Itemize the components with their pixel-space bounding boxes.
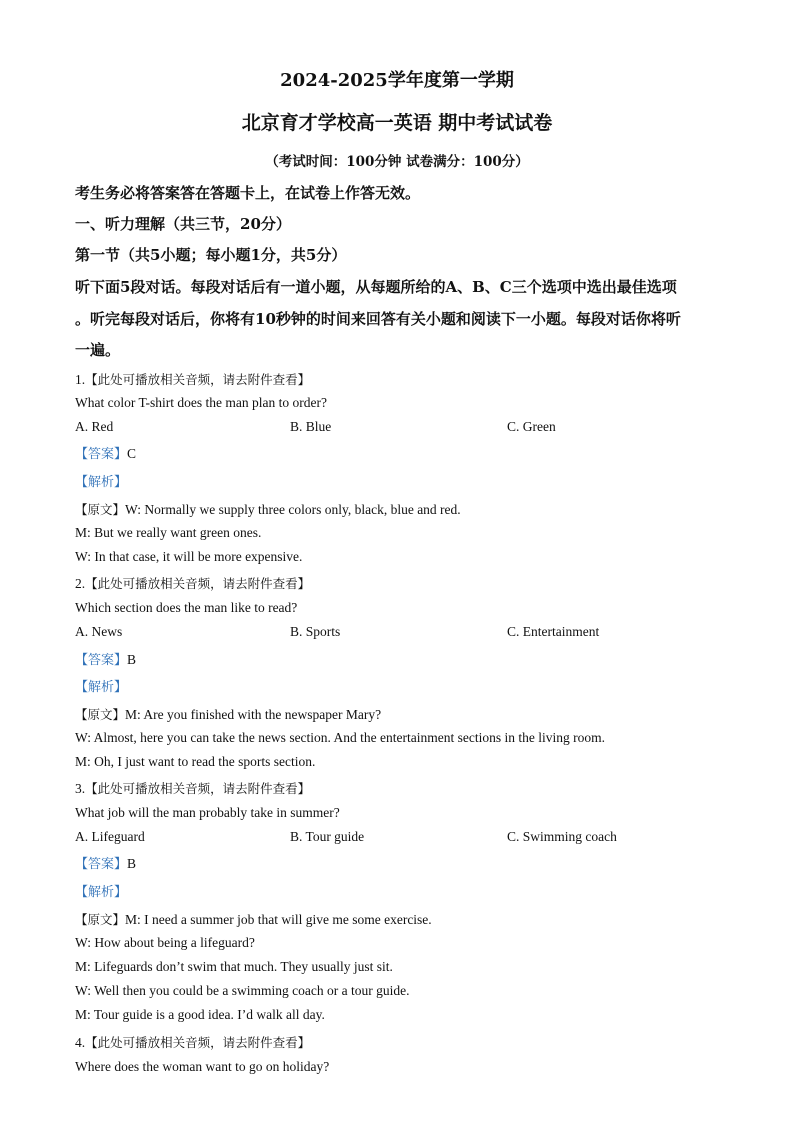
exam-year-title: 2024-2025学年度第一学期 [280, 70, 514, 91]
audio-note[interactable]: 【此处可播放相关音频，请去附件查看】 [85, 372, 311, 387]
transcript-label: 【原文】 [75, 502, 126, 517]
question-3-option-b: B. Tour guide [290, 829, 365, 844]
directions-line-3: 一遍。 [75, 341, 121, 359]
question-number: 2. [75, 576, 86, 591]
question-3-transcript-2: W: How about being a lifeguard? [75, 935, 255, 950]
answer-label: 【答案】 [75, 857, 128, 872]
transcript-label: 【原文】 [75, 707, 126, 722]
question-2-option-c: C. Entertainment [507, 624, 600, 639]
answer-value: B [127, 652, 137, 667]
audio-note[interactable]: 【此处可播放相关音频，请去附件查看】 [85, 781, 311, 796]
question-1-analysis-label: 【解析】 [75, 475, 128, 490]
question-1-transcript-3: W: In that case, it will be more expensive. [75, 549, 303, 564]
question-2-option-b: B. Sports [290, 624, 341, 639]
question-3-option-a: A. Lifeguard [75, 829, 145, 844]
question-1-text: What color T-shirt does the man plan to order? [75, 395, 327, 410]
question-1-transcript-2: M: But we really want green ones. [75, 525, 262, 540]
question-4-text: Where does the woman want to go on holiday? [75, 1059, 330, 1074]
question-2-answer [75, 649, 136, 668]
question-1-option-a: A. Red [75, 419, 114, 434]
answer-label: 【答案】 [75, 653, 128, 668]
question-1-option-b: B. Blue [290, 419, 332, 434]
transcript-line: M: Are you finished with the newspaper Mary? [125, 707, 382, 722]
exam-school-title: 北京育才学校高一英语 期中考试试卷 [241, 112, 553, 134]
answer-value: B [127, 856, 137, 871]
question-1-option-c: C. Green [507, 419, 556, 434]
directions-line-1: 听下面5段对话。每段对话后有一道小题，从每题所给的A、B、C三个选项中选出最佳选项 [75, 278, 677, 296]
question-2-transcript-2: W: Almost, here you can take the news section. And the entertainment sections in the living room. [75, 730, 606, 745]
question-3-audio [75, 778, 310, 797]
answer-label: 【答案】 [75, 447, 128, 462]
question-number: 1. [75, 372, 86, 387]
audio-note[interactable]: 【此处可播放相关音频，请去附件查看】 [85, 576, 311, 591]
question-2-text: Which section does the man like to read? [75, 600, 298, 615]
question-1-answer [75, 443, 136, 462]
question-3-text: What job will the man probably take in summer? [75, 805, 340, 820]
question-3-analysis-label: 【解析】 [75, 885, 128, 900]
exam-time-info: （考试时间：100分钟 试卷满分：100分） [265, 154, 529, 170]
transcript-label: 【原文】 [75, 912, 126, 927]
question-3-transcript-4: W: Well then you could be a swimming coach or a tour guide. [75, 983, 410, 998]
question-3-option-c: C. Swimming coach [507, 829, 617, 844]
question-number: 4. [75, 1035, 86, 1050]
question-3-answer [75, 853, 136, 872]
question-1-transcript-1 [75, 499, 461, 518]
part-heading: 一、听力理解（共三节，20分） [75, 215, 291, 233]
directions-line-2: 。听完每段对话后，你将有10秒钟的时间来回答有关小题和阅读下一小题。每段对话你将听 [75, 310, 681, 328]
question-3-transcript-1 [75, 909, 432, 928]
question-4-audio [75, 1032, 310, 1051]
question-2-transcript-1 [75, 704, 381, 723]
question-1-audio [75, 369, 310, 388]
question-2-transcript-3: M: Oh, I just want to read the sports section. [75, 754, 316, 769]
transcript-line: W: Normally we supply three colors only, black, blue and red. [125, 502, 461, 517]
exam-note: 考生务必将答案答在答题卡上，在试卷上作答无效。 [75, 184, 421, 202]
question-3-transcript-3: M: Lifeguards don’t swim that much. They usually just sit. [75, 959, 393, 974]
question-3-transcript-5: M: Tour guide is a good idea. I’d walk all day. [75, 1007, 325, 1022]
transcript-line: M: I need a summer job that will give me some exercise. [125, 912, 432, 927]
question-2-audio [75, 573, 310, 592]
question-2-analysis-label: 【解析】 [75, 680, 128, 695]
section-heading: 第一节（共5小题；每小题1分，共5分） [75, 246, 347, 264]
question-number: 3. [75, 781, 86, 796]
question-2-option-a: A. News [75, 624, 123, 639]
answer-value: C [127, 446, 137, 461]
audio-note[interactable]: 【此处可播放相关音频，请去附件查看】 [85, 1035, 311, 1050]
